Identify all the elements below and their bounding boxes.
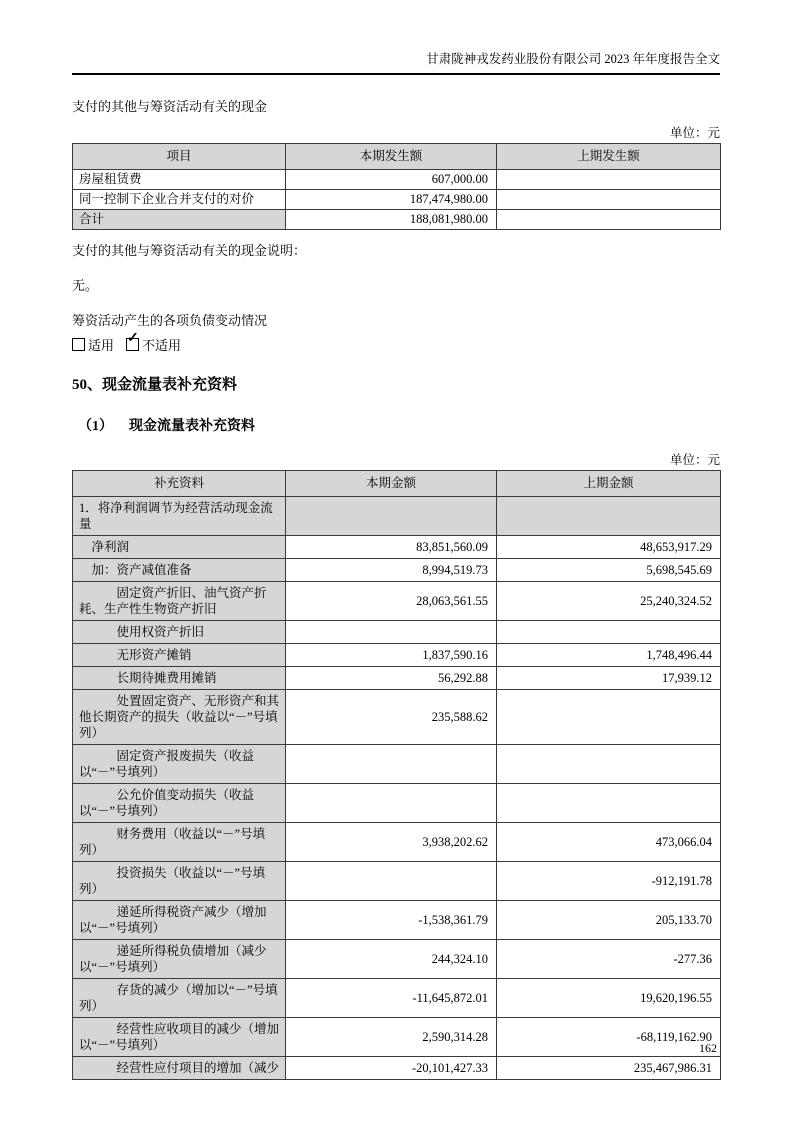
- item-label: 财务费用（收益以“－”号填列）: [79, 827, 266, 857]
- item-label-cell: [73, 559, 286, 582]
- item-label: 经营性应付项目的增加（减少: [116, 1061, 280, 1075]
- option-label: 不适用: [142, 338, 182, 353]
- item-label: 存货的减少（增加以“－”号填列）: [79, 983, 278, 1013]
- table-row: [73, 170, 721, 190]
- current-amount-cell: 2,590,314.28: [286, 1018, 497, 1057]
- column-header: 本期发生额: [286, 144, 497, 170]
- item-label-cell: [73, 536, 286, 559]
- item-label-cell: [73, 823, 286, 862]
- current-amount-cell: 187,474,980.00: [286, 190, 497, 210]
- table-row: [73, 901, 721, 940]
- current-amount-cell: [286, 862, 497, 901]
- item-label-cell: [73, 190, 286, 210]
- heading-section-50-1: [72, 419, 720, 435]
- report-header-title: 甘肃陇神戎发药业股份有限公司 2023 年年度报告全文: [426, 52, 720, 66]
- table-header-row: [73, 144, 721, 170]
- item-label-cell: [73, 784, 286, 823]
- applicable-option: [72, 338, 114, 353]
- item-label-cell: [73, 901, 286, 940]
- current-amount-cell: 56,292.88: [286, 667, 497, 690]
- item-label: 使用权资产折旧: [116, 625, 205, 639]
- item-label-cell: [73, 1057, 286, 1080]
- prior-amount-cell: [497, 497, 721, 536]
- prior-amount-cell: [497, 190, 721, 210]
- table-header-row: [73, 471, 721, 497]
- heading-text: 现金流量表补充资料: [129, 419, 255, 434]
- item-label: 长期待摊费用摊销: [116, 671, 217, 685]
- prior-amount-cell: 17,939.12: [497, 667, 721, 690]
- current-amount-cell: 235,588.62: [286, 690, 497, 745]
- current-amount-cell: 244,324.10: [286, 940, 497, 979]
- prior-amount-cell: [497, 170, 721, 190]
- table-row: [73, 210, 721, 230]
- prior-amount-cell: 19,620,196.55: [497, 979, 721, 1018]
- unit-label-2: 单位：元: [669, 453, 720, 467]
- item-label-cell: [73, 745, 286, 784]
- table-row: [73, 559, 721, 582]
- table-row: [73, 745, 721, 784]
- prior-amount-cell: [497, 210, 721, 230]
- prior-amount-cell: 473,066.04: [497, 823, 721, 862]
- heading-section-50: 50、现金流量表补充资料: [72, 377, 238, 393]
- item-label: 房屋租赁费: [79, 172, 142, 186]
- item-label: 固定资产折旧、油气资产折耗、生产性生物资产折旧: [79, 586, 267, 616]
- prior-amount-cell: -68,119,162.90: [497, 1018, 721, 1057]
- item-label: 加：资产减值准备: [91, 563, 192, 577]
- text-none: 无。: [72, 278, 99, 293]
- item-label-cell: [73, 979, 286, 1018]
- check-mark-icon: ✓: [127, 331, 139, 346]
- prior-amount-cell: [497, 784, 721, 823]
- item-label: 固定资产报废损失（收益以“－”号填列）: [79, 749, 255, 779]
- column-header: 上期发生额: [497, 144, 721, 170]
- prior-amount-cell: 48,653,917.29: [497, 536, 721, 559]
- caption-other-financing-cash: 支付的其他与筹资活动有关的现金: [72, 99, 268, 114]
- current-amount-cell: 83,851,560.09: [286, 536, 497, 559]
- other-financing-cash-table: [72, 143, 721, 230]
- prior-amount-cell: 235,467,986.31: [497, 1057, 721, 1080]
- item-label-cell: [73, 621, 286, 644]
- item-label-cell: [73, 210, 286, 230]
- table-row: [73, 1018, 721, 1057]
- item-label-cell: [73, 582, 286, 621]
- column-header: 项目: [73, 144, 286, 170]
- item-label: 经营性应收项目的减少（增加以“－”号填列）: [79, 1022, 280, 1052]
- current-amount-cell: [286, 621, 497, 644]
- prior-amount-cell: -912,191.78: [497, 862, 721, 901]
- caption-cash-explanation: 支付的其他与筹资活动有关的现金说明：: [72, 243, 307, 258]
- unit-label-1: 单位：元: [669, 126, 720, 140]
- item-label: 处置固定资产、无形资产和其他长期资产的损失（收益以“－”号填列）: [79, 694, 280, 740]
- heading-number: （1）: [78, 419, 113, 434]
- current-amount-cell: -11,645,872.01: [286, 979, 497, 1018]
- prior-amount-cell: 1,748,496.44: [497, 644, 721, 667]
- current-amount-cell: -20,101,427.33: [286, 1057, 497, 1080]
- table-row: [73, 582, 721, 621]
- item-label: 同一控制下企业合并支付的对价: [79, 192, 255, 206]
- table-row: [73, 190, 721, 210]
- applicability-row: [72, 331, 720, 353]
- item-label: 1．将净利润调节为经营活动现金流量: [79, 501, 273, 531]
- current-amount-cell: 3,938,202.62: [286, 823, 497, 862]
- current-amount-cell: [286, 497, 497, 536]
- table-row: [73, 940, 721, 979]
- item-label: 无形资产摊销: [116, 648, 192, 662]
- table-row: [73, 644, 721, 667]
- item-label-cell: [73, 497, 286, 536]
- prior-amount-cell: 5,698,545.69: [497, 559, 721, 582]
- current-amount-cell: 188,081,980.00: [286, 210, 497, 230]
- prior-amount-cell: 205,133.70: [497, 901, 721, 940]
- table-row: [73, 667, 721, 690]
- option-label: 适用: [88, 338, 115, 353]
- current-amount-cell: 607,000.00: [286, 170, 497, 190]
- table-row: [73, 823, 721, 862]
- item-label: 合计: [79, 212, 105, 226]
- current-amount-cell: [286, 745, 497, 784]
- table-row: [73, 784, 721, 823]
- unchecked-checkbox-icon: [72, 338, 85, 351]
- table-row: [73, 621, 721, 644]
- column-header: 上期金额: [497, 471, 721, 497]
- item-label-cell: [73, 644, 286, 667]
- item-label-cell: [73, 1018, 286, 1057]
- current-amount-cell: 8,994,519.73: [286, 559, 497, 582]
- prior-amount-cell: [497, 690, 721, 745]
- item-label-cell: [73, 862, 286, 901]
- not-applicable-option: [126, 331, 182, 353]
- item-label: 递延所得税资产减少（增加以“－”号填列）: [79, 905, 267, 935]
- table-row: [73, 690, 721, 745]
- caption-liability-changes: 筹资活动产生的各项负债变动情况: [72, 313, 268, 328]
- prior-amount-cell: [497, 621, 721, 644]
- checked-checkbox-icon: [126, 331, 139, 351]
- current-amount-cell: -1,538,361.79: [286, 901, 497, 940]
- prior-amount-cell: [497, 745, 721, 784]
- table-row: [73, 979, 721, 1018]
- prior-amount-cell: -277.36: [497, 940, 721, 979]
- table-row: [73, 536, 721, 559]
- item-label: 递延所得税负债增加（减少以“－”号填列）: [79, 944, 267, 974]
- cash-flow-supplement-table: [72, 470, 721, 1080]
- item-label: 投资损失（收益以“－”号填列）: [79, 866, 266, 896]
- table-row: [73, 862, 721, 901]
- item-label-cell: [73, 667, 286, 690]
- item-label-cell: [73, 940, 286, 979]
- header-divider: [72, 73, 720, 75]
- table-row: [73, 1057, 721, 1080]
- column-header: 补充资料: [73, 471, 286, 497]
- current-amount-cell: 28,063,561.55: [286, 582, 497, 621]
- item-label-cell: [73, 170, 286, 190]
- table-row: [73, 497, 721, 536]
- item-label: 公允价值变动损失（收益以“－”号填列）: [79, 788, 255, 818]
- column-header: 本期金额: [286, 471, 497, 497]
- current-amount-cell: 1,837,590.16: [286, 644, 497, 667]
- current-amount-cell: [286, 784, 497, 823]
- item-label: 净利润: [91, 540, 130, 554]
- page-number: 162: [699, 1041, 717, 1055]
- item-label-cell: [73, 690, 286, 745]
- prior-amount-cell: 25,240,324.52: [497, 582, 721, 621]
